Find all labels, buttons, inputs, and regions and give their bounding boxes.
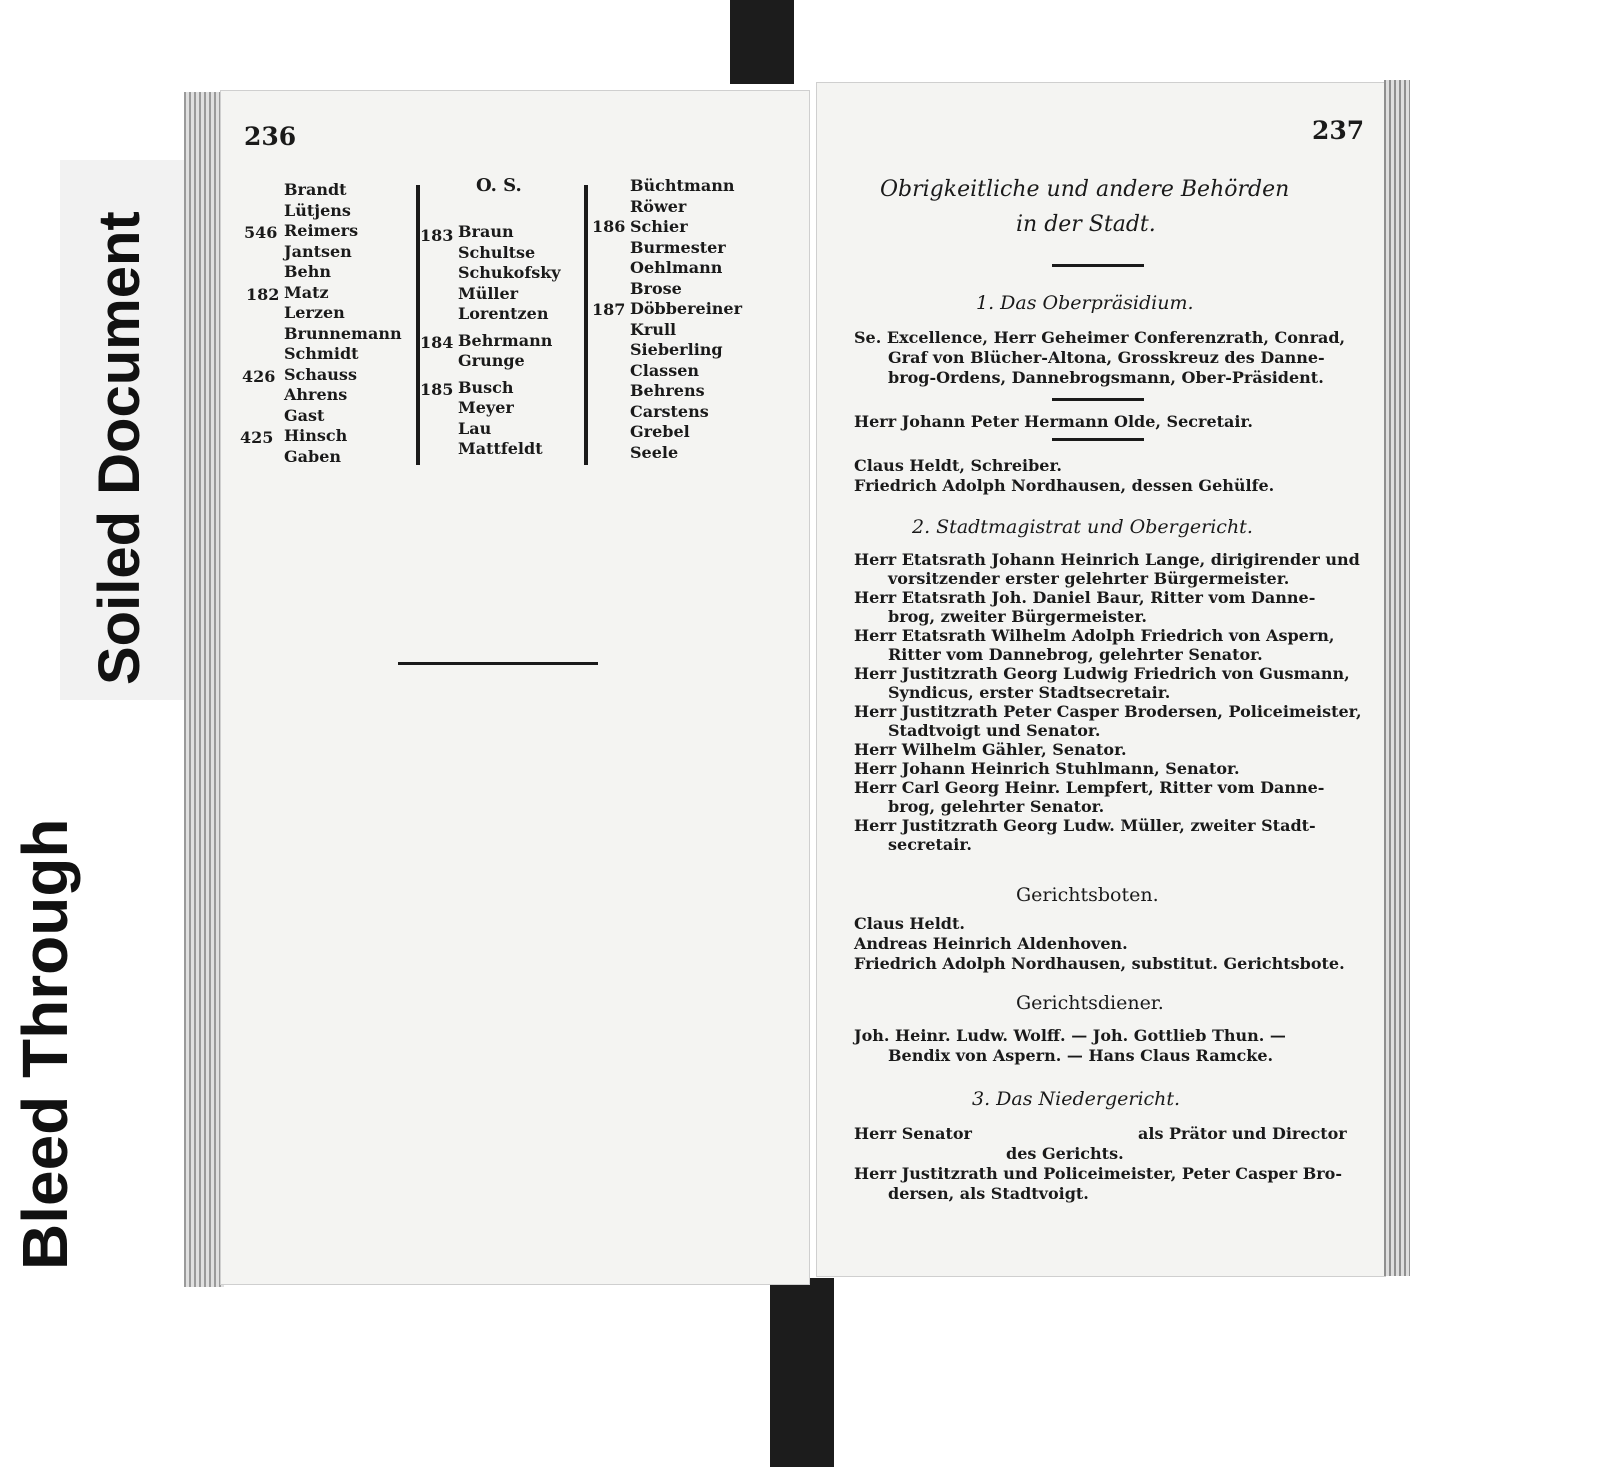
section-heading-3: 3. Das Niedergericht. bbox=[972, 1088, 1181, 1110]
text-line: Herr Justitzrath Georg Ludw. Müller, zweiter Stadt- bbox=[854, 816, 1316, 835]
name-entry: Mattfeldt bbox=[458, 439, 543, 458]
text-line: Graf von Blücher-Altona, Grosskreuz des Danne- bbox=[888, 348, 1325, 367]
text-line: Herr Johann Heinrich Stuhlmann, Senator. bbox=[854, 759, 1240, 778]
row-number: 425 bbox=[240, 428, 274, 447]
name-entry: Döbbereiner bbox=[630, 299, 743, 318]
title-rule bbox=[1052, 264, 1144, 267]
text-line: Herr Justitzrath Peter Casper Brodersen, Policeimeister, bbox=[854, 702, 1362, 721]
row-number: 183 bbox=[420, 226, 454, 245]
subheading-gerichtsdiener: Gerichtsdiener. bbox=[1016, 992, 1164, 1014]
text-line: secretair. bbox=[888, 835, 972, 854]
name-column-2 bbox=[458, 222, 561, 460]
row-number: 185 bbox=[420, 380, 454, 399]
name-entry: Lerzen bbox=[284, 303, 345, 322]
name-entry: Grebel bbox=[630, 422, 690, 441]
name-entry: Hinsch bbox=[284, 426, 348, 445]
name-entry: Schauss bbox=[284, 364, 357, 384]
name-entry: Grunge bbox=[458, 351, 525, 370]
row-number: 546 bbox=[244, 223, 278, 242]
name-entry: Röwer bbox=[630, 196, 687, 216]
name-entry: Carstens bbox=[630, 401, 709, 421]
name-entry: Meyer bbox=[458, 398, 514, 417]
text-line: Friedrich Adolph Nordhausen, dessen Gehülfe. bbox=[854, 476, 1275, 495]
text-line: Herr Etatsrath Joh. Daniel Baur, Ritter vom Danne- bbox=[854, 588, 1316, 607]
row-number: 182 bbox=[246, 285, 280, 304]
left-page-edge bbox=[184, 92, 224, 1287]
row-number: 186 bbox=[592, 217, 626, 236]
text-line: Claus Heldt, Schreiber. bbox=[854, 456, 1062, 475]
name-entry: Jantsen bbox=[284, 241, 352, 261]
name-entry: Behrens bbox=[630, 381, 705, 400]
section-heading-1: 1. Das Oberpräsidium. bbox=[976, 292, 1194, 314]
soiled-document-label: Soiled Document bbox=[87, 211, 152, 685]
name-entry: Lau bbox=[458, 418, 492, 438]
name-entry: Müller bbox=[458, 283, 519, 303]
name-entry: Schukofsky bbox=[458, 263, 561, 282]
text-line: brog, gelehrter Senator. bbox=[888, 797, 1105, 816]
text-line: Syndicus, erster Stadtsecretair. bbox=[888, 683, 1171, 702]
name-entry: Gaben bbox=[284, 446, 342, 466]
column-divider-2 bbox=[584, 185, 588, 465]
left-page bbox=[220, 90, 810, 1285]
section-heading-2: 2. Stadtmagistrat und Obergericht. bbox=[912, 516, 1253, 538]
separator-rule bbox=[1052, 438, 1144, 441]
name-entry: Classen bbox=[630, 360, 700, 380]
name-entry: Ahrens bbox=[284, 385, 348, 404]
page-title-line1: Obrigkeitliche und andere Behörden bbox=[880, 177, 1290, 202]
name-entry: Lütjens bbox=[284, 200, 351, 220]
text-line: Andreas Heinrich Aldenhoven. bbox=[854, 934, 1128, 953]
text-line: Bendix von Aspern. — Hans Claus Ramcke. bbox=[888, 1046, 1274, 1065]
end-rule bbox=[398, 662, 598, 665]
binding-bar-top bbox=[730, 0, 794, 84]
text-line: Herr Etatsrath Johann Heinrich Lange, dirigirender und bbox=[854, 550, 1360, 569]
name-entry: Burmester bbox=[630, 237, 726, 257]
name-entry: Behrmann bbox=[458, 330, 553, 350]
section-2-lines bbox=[854, 550, 1362, 854]
name-entry: Reimers bbox=[284, 221, 359, 240]
name-entry: Krull bbox=[630, 319, 677, 339]
binding-bar-bottom bbox=[770, 1278, 834, 1467]
name-entry: Schier bbox=[630, 217, 688, 236]
name-entry: Brunnemann bbox=[284, 323, 402, 343]
text-line: Joh. Heinr. Ludw. Wolff. — Joh. Gottlieb Thun. — bbox=[854, 1026, 1286, 1045]
name-entry: Sieberling bbox=[630, 340, 723, 359]
page-number-236: 236 bbox=[244, 122, 297, 151]
name-column-1 bbox=[284, 180, 402, 467]
text-line: Ritter vom Dannebrog, gelehrter Senator. bbox=[888, 645, 1263, 664]
name-entry: Schmidt bbox=[284, 344, 359, 363]
text-line: Se. Excellence, Herr Geheimer Conferenzrath, Conrad, bbox=[854, 328, 1346, 347]
text-line: Herr Etatsrath Wilhelm Adolph Friedrich von Aspern, bbox=[854, 626, 1335, 645]
text-line: dersen, als Stadtvoigt. bbox=[888, 1184, 1089, 1203]
name-entry: Behn bbox=[284, 262, 331, 281]
row-number: 426 bbox=[242, 367, 276, 386]
text-line: Stadtvoigt und Senator. bbox=[888, 721, 1101, 740]
name-entry: Büchtmann bbox=[630, 176, 735, 195]
name-entry: Busch bbox=[458, 377, 514, 397]
text-line: als Prätor und Director bbox=[1138, 1124, 1347, 1143]
column-header-os: O. S. bbox=[476, 175, 522, 196]
row-number: 187 bbox=[592, 300, 626, 319]
text-line: Herr Johann Peter Hermann Olde, Secretair. bbox=[854, 412, 1253, 431]
text-line: Herr Senator bbox=[854, 1124, 972, 1143]
name-entry: Braun bbox=[458, 222, 514, 241]
name-entry: Oehlmann bbox=[630, 258, 723, 277]
text-line: Herr Carl Georg Heinr. Lempfert, Ritter vom Danne- bbox=[854, 778, 1325, 797]
separator-rule bbox=[1052, 398, 1144, 401]
text-line: Herr Justitzrath Georg Ludwig Friedrich von Gusmann, bbox=[854, 664, 1350, 683]
text-line: Friedrich Adolph Nordhausen, substitut. Gerichtsbote. bbox=[854, 954, 1345, 973]
name-entry: Seele bbox=[630, 442, 679, 462]
row-number: 184 bbox=[420, 333, 454, 352]
subheading-gerichtsboten: Gerichtsboten. bbox=[1016, 884, 1159, 906]
right-page-edge bbox=[1384, 80, 1410, 1276]
page-title-line2: in der Stadt. bbox=[1016, 212, 1156, 237]
name-entry: Gast bbox=[284, 405, 325, 425]
name-entry: Schultse bbox=[458, 242, 536, 262]
right-page bbox=[816, 82, 1386, 1277]
name-entry: Brose bbox=[630, 278, 682, 298]
text-line: brog-Ordens, Dannebrogsmann, Ober-Präsident. bbox=[888, 368, 1324, 387]
bleed-through-label: Bleed Through bbox=[9, 818, 81, 1270]
text-line: des Gerichts. bbox=[1006, 1144, 1124, 1163]
text-line: vorsitzender erster gelehrter Bürgermeister. bbox=[888, 569, 1290, 588]
name-entry: Brandt bbox=[284, 180, 347, 199]
name-entry: Matz bbox=[284, 282, 329, 302]
text-line: brog, zweiter Bürgermeister. bbox=[888, 607, 1147, 626]
text-line: Herr Justitzrath und Policeimeister, Peter Casper Bro- bbox=[854, 1164, 1342, 1183]
text-line: Herr Wilhelm Gähler, Senator. bbox=[854, 740, 1127, 759]
name-entry: Lorentzen bbox=[458, 304, 549, 323]
text-line: Claus Heldt. bbox=[854, 914, 965, 933]
page-number-237: 237 bbox=[1312, 116, 1365, 145]
name-column-3 bbox=[630, 176, 742, 463]
